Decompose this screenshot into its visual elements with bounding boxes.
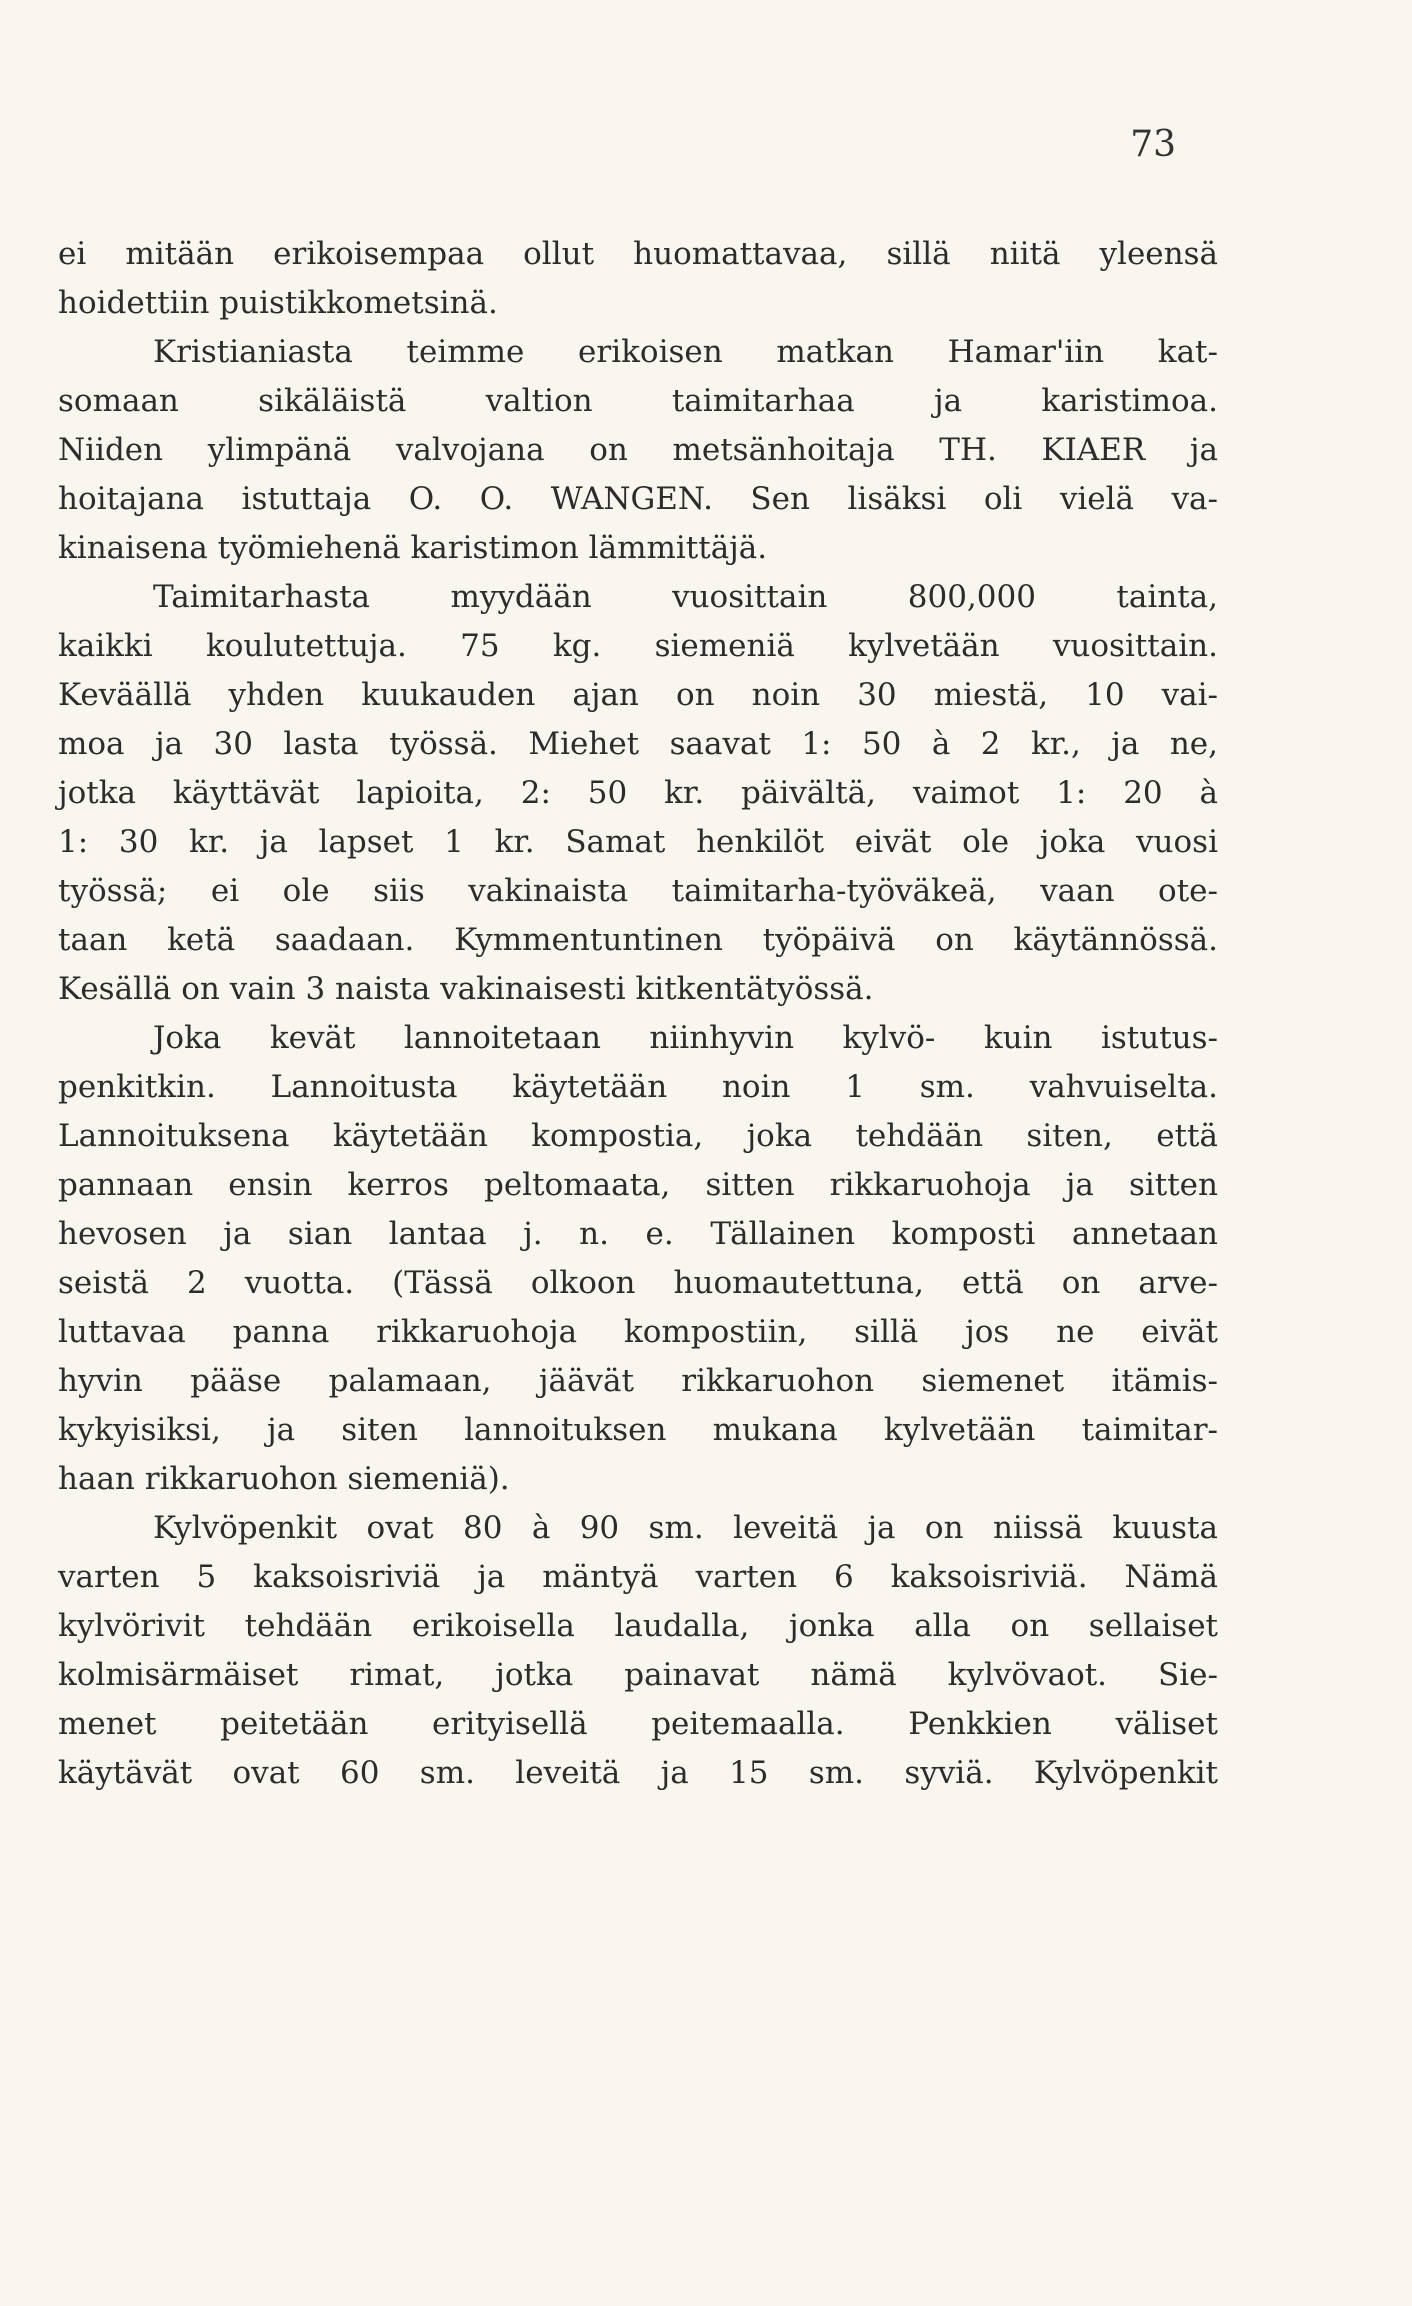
text-line: hoitajana istuttaja O. O. WANGEN. Sen lisäksi oli vielä va- bbox=[58, 481, 1218, 517]
text-line: penkitkin. Lannoitusta käytetään noin 1 sm. vahvuiselta. bbox=[58, 1069, 1218, 1105]
text-line: kylvörivit tehdään erikoisella laudalla, jonka alla on sellaiset bbox=[58, 1608, 1218, 1644]
text-line: Kristianiasta teimme erikoisen matkan Hamar'iin kat- bbox=[153, 334, 1218, 370]
text-line: Keväällä yhden kuukauden ajan on noin 30 miestä, 10 vai- bbox=[58, 677, 1218, 713]
text-line: luttavaa panna rikkaruohoja kompostiin, sillä jos ne eivät bbox=[58, 1314, 1218, 1350]
text-line: Lannoituksena käytetään kompostia, joka tehdään siten, että bbox=[58, 1118, 1218, 1154]
text-line: kykyisiksi, ja siten lannoituksen mukana kylvetään taimitar- bbox=[58, 1412, 1218, 1448]
text-line: menet peitetään erityisellä peitemaalla. Penkkien väliset bbox=[58, 1706, 1218, 1742]
text-line: hoidettiin puistikkometsinä. bbox=[58, 285, 498, 321]
text-line: seistä 2 vuotta. (Tässä olkoon huomautettuna, että on arve- bbox=[58, 1265, 1218, 1301]
text-line: kaikki koulutettuja. 75 kg. siemeniä kylvetään vuosittain. bbox=[58, 628, 1218, 664]
text-line: kolmisärmäiset rimat, jotka painavat nämä kylvövaot. Sie- bbox=[58, 1657, 1218, 1693]
text-line: taan ketä saadaan. Kymmentuntinen työpäivä on käytännössä. bbox=[58, 922, 1218, 958]
text-line: työssä; ei ole siis vakinaista taimitarha-työväkeä, vaan ote- bbox=[58, 873, 1218, 909]
text-line: pannaan ensin kerros peltomaata, sitten rikkaruohoja ja sitten bbox=[58, 1167, 1218, 1203]
text-line: kinaisena työmiehenä karistimon lämmittäjä. bbox=[58, 530, 768, 566]
text-line: hevosen ja sian lantaa j. n. e. Tällainen komposti annetaan bbox=[58, 1216, 1218, 1252]
text-line: ei mitään erikoisempaa ollut huomattavaa, sillä niitä yleensä bbox=[58, 236, 1218, 272]
text-line: Niiden ylimpänä valvojana on metsänhoitaja TH. KIAER ja bbox=[58, 432, 1218, 468]
body-text bbox=[58, 230, 1218, 1798]
text-line: moa ja 30 lasta työssä. Miehet saavat 1: 50 à 2 kr., ja ne, bbox=[58, 726, 1218, 762]
text-line: hyvin pääse palamaan, jäävät rikkaruohon siemenet itämis- bbox=[58, 1363, 1218, 1399]
text-line: Kylvöpenkit ovat 80 à 90 sm. leveitä ja on niissä kuusta bbox=[153, 1510, 1218, 1546]
text-line: varten 5 kaksoisriviä ja mäntyä varten 6 kaksoisriviä. Nämä bbox=[58, 1559, 1218, 1595]
text-line: somaan sikäläistä valtion taimitarhaa ja karistimoa. bbox=[58, 383, 1218, 419]
text-line: 1: 30 kr. ja lapset 1 kr. Samat henkilöt eivät ole joka vuosi bbox=[58, 824, 1218, 860]
text-line: jotka käyttävät lapioita, 2: 50 kr. päivältä, vaimot 1: 20 à bbox=[58, 775, 1218, 811]
text-line: Taimitarhasta myydään vuosittain 800,000 tainta, bbox=[153, 579, 1218, 615]
text-line: Joka kevät lannoitetaan niinhyvin kylvö- kuin istutus- bbox=[153, 1020, 1218, 1056]
text-line: Kesällä on vain 3 naista vakinaisesti kitkentätyössä. bbox=[58, 971, 874, 1007]
text-line: käytävät ovat 60 sm. leveitä ja 15 sm. syviä. Kylvöpenkit bbox=[58, 1755, 1218, 1791]
page-number: 73 bbox=[1130, 124, 1176, 165]
text-line: haan rikkaruohon siemeniä). bbox=[58, 1461, 510, 1497]
